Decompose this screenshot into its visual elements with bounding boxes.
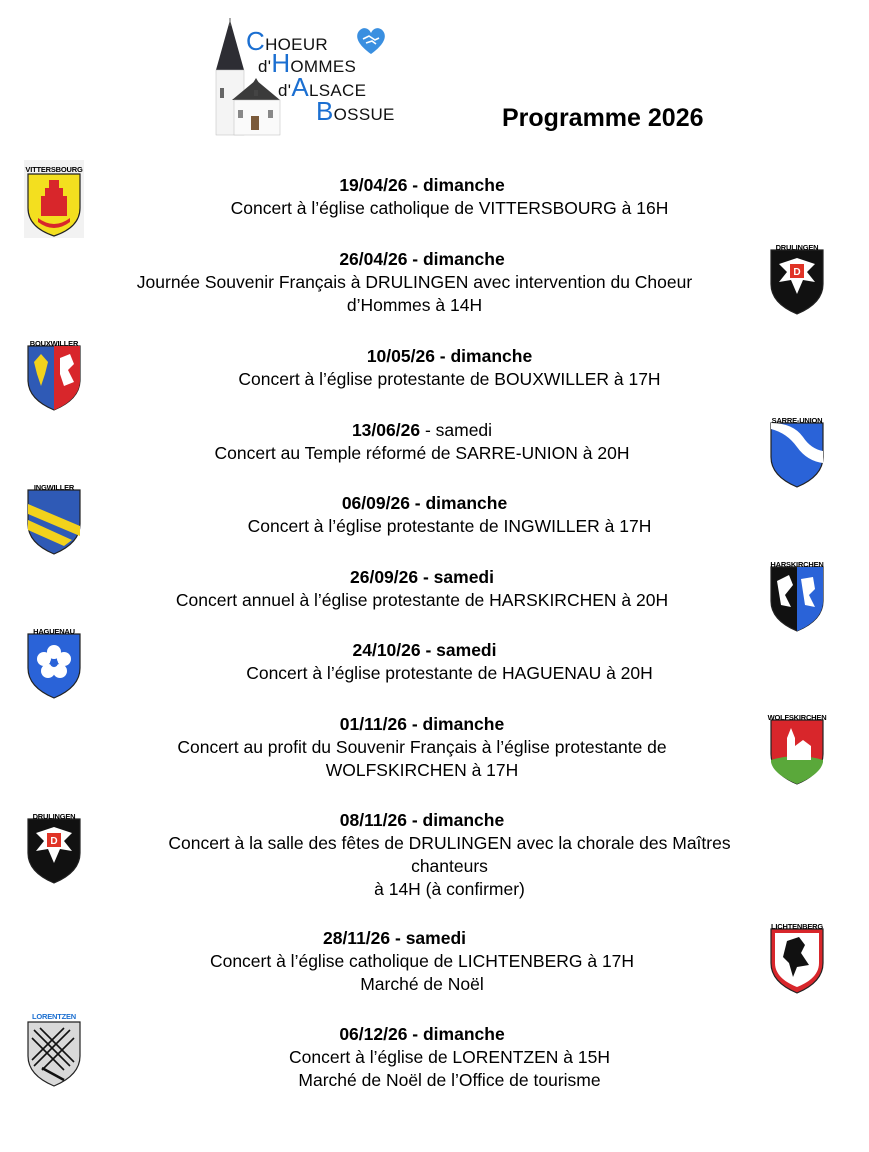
heart-handshake-icon (355, 26, 387, 56)
page-title: Programme 2026 (502, 104, 704, 132)
event-date: 10/05/26 - dimanche (366, 346, 533, 366)
event-date: 19/04/26 - dimanche (339, 175, 505, 195)
crest-label: BOUXWILLER (29, 339, 79, 348)
event-description: Concert à l’église protestante de INGWILLER à 17H (247, 516, 652, 536)
drulingen-crest-icon (767, 238, 827, 316)
event-description: Concert à l’église protestante de HAGUENAU à 20H (246, 663, 653, 683)
event-date: 01/11/26 - dimanche (339, 714, 505, 734)
crest-label: HARSKIRCHEN (770, 560, 824, 569)
event-description: Concert annuel à l’église protestante de HARSKIRCHEN à 20H (175, 590, 669, 610)
logo-line-4: BOSSUE (316, 96, 395, 126)
bouxwiller-crest-icon (24, 334, 84, 412)
drulingen-crest-icon (24, 807, 84, 885)
vittersbourg-crest-icon (24, 160, 84, 238)
event-description: Concert à l’église protestante de BOUXWILLER à 17H (238, 369, 661, 389)
event-1 (0, 174, 869, 220)
event-4 (0, 419, 869, 465)
lorentzen-crest-icon (24, 1010, 84, 1088)
harskirchen-crest-icon (767, 555, 827, 633)
event-date: 28/11/26 - samedi (322, 928, 467, 948)
event-date: 24/10/26 - samedi (352, 640, 497, 660)
haguenau-crest-icon (24, 622, 84, 700)
event-date: 06/12/26 - dimanche (339, 1024, 505, 1044)
event-8 (0, 713, 869, 782)
event-description: Journée Souvenir Français à DRULINGEN avec intervention du Choeur (136, 272, 693, 292)
event-description: Concert à la salle des fêtes de DRULINGEN avec la chorale des Maîtres (168, 833, 731, 853)
crest-label: DRULINGEN (32, 812, 76, 821)
event-date: 06/09/26 - dimanche (341, 493, 508, 513)
wolfskirchen-crest-icon (767, 708, 827, 786)
event-description: Marché de Noël de l’Office de tourisme (298, 1070, 601, 1090)
logo-line-2: d'HOMMES (258, 48, 357, 78)
crest-label: LORENTZEN (31, 1012, 77, 1021)
event-date: 08/11/26 - dimanche (339, 810, 505, 830)
event-5 (0, 492, 869, 538)
choeur-logo (210, 18, 410, 138)
event-9 (0, 809, 869, 901)
event-description: Concert au Temple réformé de SARRE-UNION à 20H (214, 443, 630, 463)
crest-label: INGWILLER (33, 483, 75, 492)
logo-line-3: d'ALSACE (278, 72, 367, 102)
event-3 (0, 345, 869, 391)
lichtenberg-crest-icon (767, 917, 827, 995)
event-description: Concert au profit du Souvenir Français à l’église protestante de (177, 737, 667, 757)
event-2 (0, 248, 869, 317)
event-7 (0, 639, 869, 685)
event-description: Marché de Noël (360, 974, 484, 994)
crest-label: WOLFSKIRCHEN (767, 713, 827, 722)
event-description: Concert à l’église catholique de VITTERSBOURG à 16H (230, 198, 669, 218)
crest-label: LICHTENBERG (771, 922, 823, 931)
svg-text:D: D (793, 267, 801, 278)
event-10 (0, 927, 869, 996)
event-description: chanteurs (411, 856, 488, 876)
event-description: à 14H (à confirmer) (374, 879, 525, 899)
event-description: d’Hommes à 14H (346, 295, 483, 315)
crest-label: VITTERSBOURG (25, 165, 83, 174)
logo-line-1: CHOEUR (246, 26, 328, 56)
svg-text:D: D (50, 836, 58, 847)
event-description: Concert à l’église de LORENTZEN à 15H (289, 1047, 610, 1067)
event-11 (0, 1023, 869, 1092)
crest-label: DRULINGEN (775, 243, 819, 252)
crest-label: SARRE-UNION (771, 416, 823, 425)
crest-label: HAGUENAU (33, 627, 75, 636)
event-date: 13/06/26 - samedi (351, 420, 493, 440)
event-description: WOLFSKIRCHEN à 17H (325, 760, 519, 780)
event-description: Concert à l’église catholique de LICHTENBERG à 17H (209, 951, 635, 971)
event-6 (0, 566, 869, 612)
ingwiller-crest-icon (24, 478, 84, 556)
event-date: 26/04/26 - dimanche (339, 249, 505, 269)
event-date: 26/09/26 - samedi (350, 567, 494, 587)
sarre-union-crest-icon (767, 411, 827, 489)
